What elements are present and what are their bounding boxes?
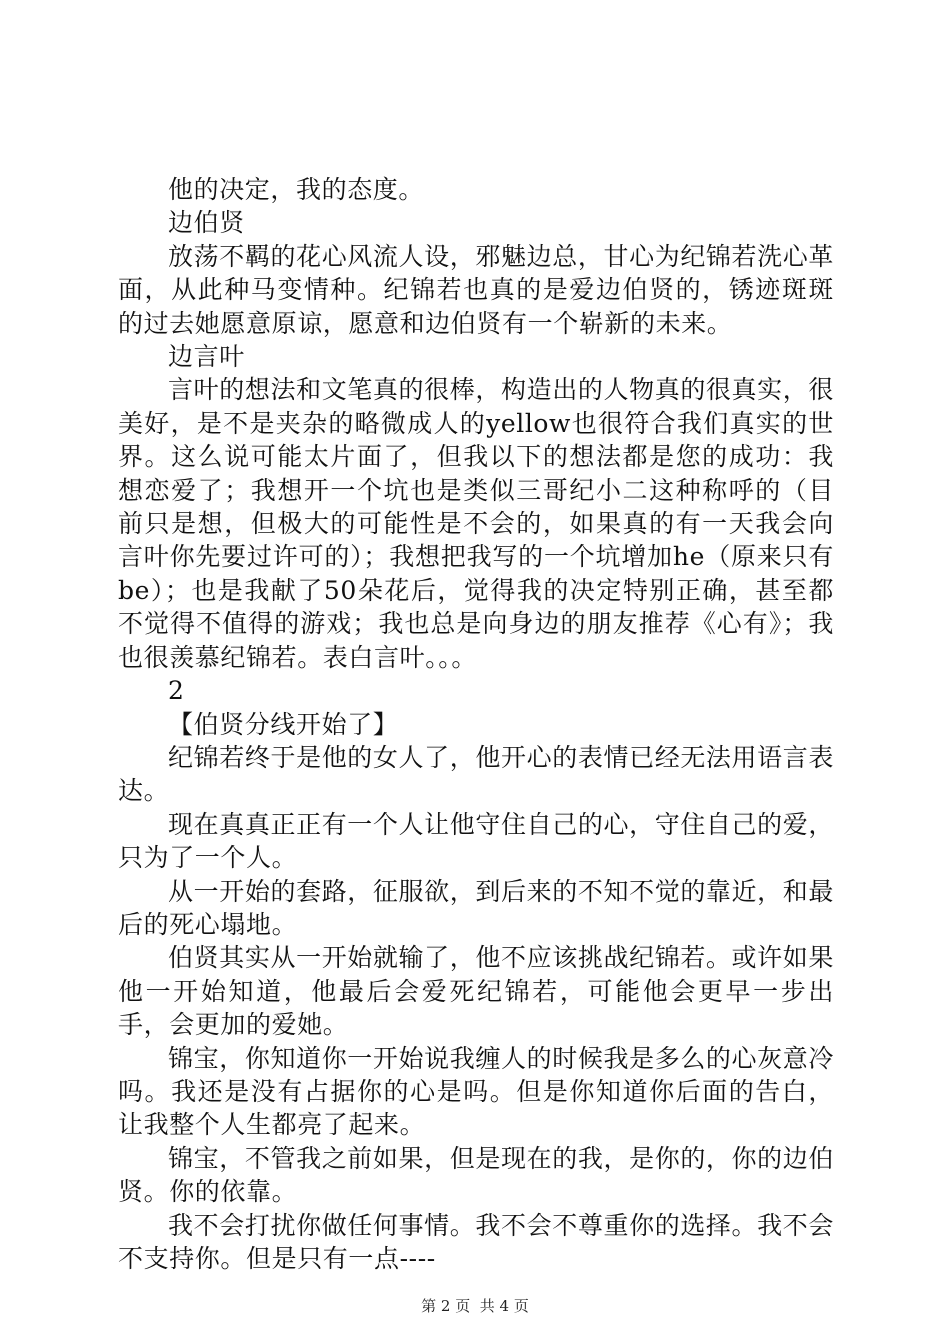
paragraph: 伯贤其实从一开始就输了，他不应该挑战纪锦若。或许如果他一开始知道，他最后会爱死纪锦若，可能他会更早一步出手，会更加的爱她。 [118, 943, 834, 1040]
document-body [118, 173, 834, 1275]
paragraph: 锦宝，你知道你一开始说我缠人的时候我是多么的心灰意冷吗。我还是没有占据你的心是吗。但是你知道你后面的告白，让我整个人生都亮了起来。 [118, 1043, 834, 1140]
section-heading: 边言叶 [168, 342, 245, 372]
paragraph: 放荡不羁的花心风流人设，邪魅边总，甘心为纪锦若洗心革面，从此种马变情种。纪锦若也真的是爱边伯贤的，锈迹斑斑的过去她愿意原谅，愿意和边伯贤有一个崭新的未来。 [118, 241, 834, 338]
paragraph: 言叶的想法和文笔真的很棒，构造出的人物真的很真实，很美好，是不是夹杂的略微成人的yellow也很符合我们真实的世界。这么说可能太片面了，但我以下的想法都是您的成功：我想恋爱了；我想开一个坑也是类似三哥纪小二这种称呼的（目前只是想，但极大的可能性是不会的，如果真的有一天我会向言叶你先要过许可的）；我想把我写的一个坑增加he（原来只有be）；也是我献了50朵花后，觉得我的决定特别正确，甚至都不觉得不值得的游戏；我也总是向身边的朋友推荐《心有》；我也很羡慕纪锦若。表白言叶。。。 [118, 375, 834, 672]
paragraph: 他的决定，我的态度。 [168, 175, 425, 204]
section-heading: 边伯贤 [168, 208, 245, 238]
section-title: 【伯贤分线开始了】 [168, 709, 399, 739]
page-number-label: 第 2 页 共 4 页 [421, 1297, 529, 1315]
paragraph: 锦宝，不管我之前如果，但是现在的我，是你的，你的边伯贤。你的依靠。 [118, 1143, 834, 1207]
paragraph: 从一开始的套路，征服欲，到后来的不知不觉的靠近，和最后的死心塌地。 [118, 876, 834, 939]
section-number: 2 [168, 676, 185, 706]
paragraph: 现在真真正正有一个人让他守住自己的心，守住自己的爱，只为了一个人。 [118, 809, 834, 873]
paragraph: 纪锦若终于是他的女人了，他开心的表情已经无法用语言表达。 [118, 742, 834, 806]
paragraph: 我不会打扰你做任何事情。我不会不尊重你的选择。我不会不支持你。但是只有一点---- [118, 1210, 834, 1273]
page-footer [0, 1296, 950, 1316]
